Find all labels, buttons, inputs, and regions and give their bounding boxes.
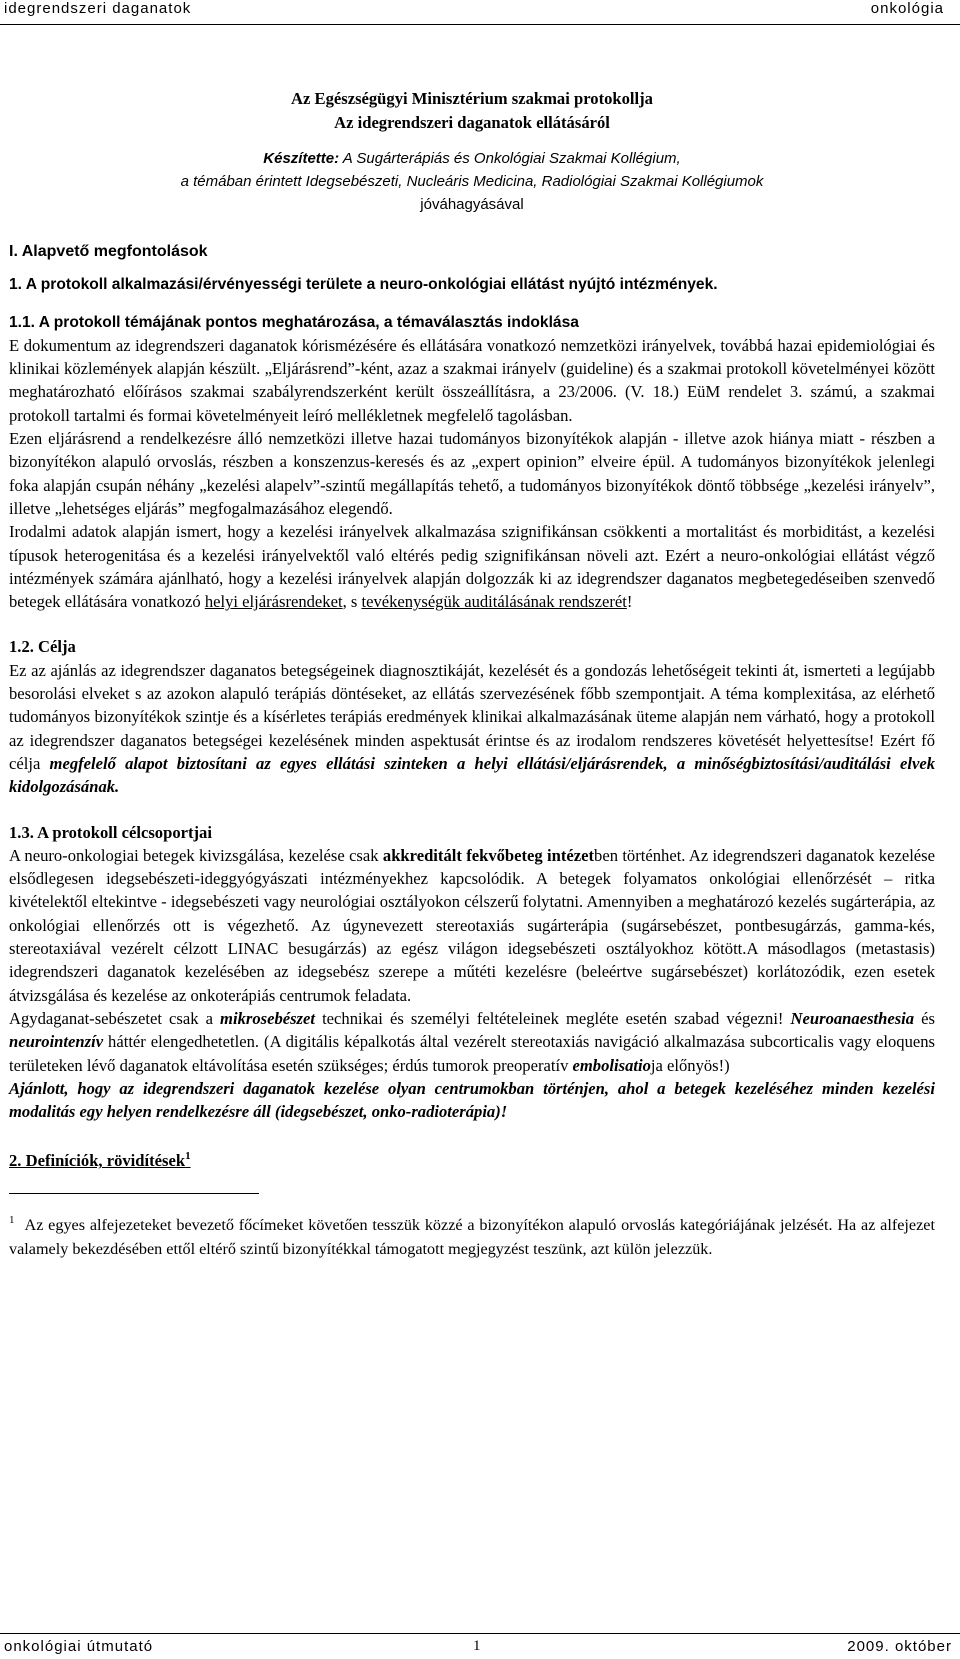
footnote-divider bbox=[9, 1193, 259, 1194]
authors-label: Készítette: bbox=[263, 150, 340, 167]
paragraph-1-1-a: E dokumentum az idegrendszeri daganatok kórismézésére és ellátására vonatkozó nemzetközi irányelvek, továbbá hazai epidemiológiai és klinikai közlemények alapján készült. „Eljárásrend”-ként, azaz a szakmai irányelv (guideline) és a szakmai protokoll követelményei között meghatározható előírásos szakmai szabályrendszerként került összeállításra, a 23/2006. (V. 18.) EüM rendelet 3. számú, a szakmai protokoll tartalmi és formai követelményeit leíró mellékletnek megfelelő tagolásban. bbox=[9, 335, 935, 425]
accredited-institute-bold: akkreditált fekvőbeteg intézet bbox=[382, 845, 595, 865]
authors-line-3: jóváhagyásával bbox=[420, 196, 524, 213]
paragraph-1-1-b: Ezen eljárásrend a rendelkezésre álló nemzetközi illetve hazai tudományos bizonyítékok alapján - illetve azok hiánya miatt - részben a bizonyítékon alapuló orvoslás, részben a konszenzus-keresés és az „expert opinion” elveire épül. A tudományos bizonyítékok jelenlegi foka alapján csupán néhány „kezelési alapelv”-szintű megállapítás tehető, a tudományos bizonyítékok döntő többsége „kezelési irányelv”, illetve „lehetséges eljárás” megfogalmazásához elegendő. bbox=[9, 429, 935, 518]
section-heading-2-text: 2. Definíciók, rövidítések bbox=[9, 1151, 186, 1171]
neuroanaesthesia-emphasis: Neuroanaesthesia bbox=[790, 1008, 915, 1028]
footnote-mark: 1 bbox=[9, 1213, 15, 1226]
footnote-text: Az egyes alfejezeteket bevezető főcímeket követően tesszük közzé a bizonyítékon alapuló orvoslás kategóriájának jelzését. Ha az alfejezet valamely bekezdésében ettől eltérő szintű bizonyítékkal támogatott megjegyzést teszünk, azt külön jelezzük. bbox=[9, 1215, 935, 1258]
paragraph-1-3-a-rest: ben történhet. Az idegrendszeri daganatok kezelése elsődlegesen idegsebészeti-ideggyógyászati intézményekhez kapcsolódik. A betegek folyamatos onkológiai ellenőrzését – ritka kivételektől eltekintve - idegsebészeti vagy neurológiai osztályokon célszerű folytatni. Amennyiben a meghatározó kezelés sugárterápia, az onkológiai ellenőrzés ott is végezhető. Az úgynevezett stereotaxiás sugárterápia (sugársebészet, pontbesugárzás, gamma-kés, stereotaxiával vezérelt célzott LINAC besugárzás) az egész világon idegsebészeti osztályokhoz kötött.A másodlagos (metastasis) idegrendszeri daganatok kezelésében az idegsebész szerepe a műtéti kezelésre (beleértve sugársebészet) korlátozódik, ezen esetek átvizsgálása és kezelése az onkoterápiás centrumok feladata. bbox=[9, 845, 935, 1005]
paragraph-1-3-a bbox=[9, 844, 935, 1007]
paragraph-1-3-b bbox=[9, 1007, 935, 1077]
paragraph-1-3-b-start: Agydaganat-sebészetet csak a bbox=[9, 1008, 221, 1028]
authors-line-2: a témában érintett Idegsebészeti, Nucleáris Medicina, Radiológiai Szakmai Kollégiumok bbox=[180, 173, 764, 190]
title-line-1: Az Egészségügyi Minisztérium szakmai protokollja bbox=[291, 89, 653, 108]
subsection-heading-1-1: 1.1. A protokoll témájának pontos meghatározása, a témaválasztás indoklása bbox=[9, 313, 579, 331]
footnote-1 bbox=[9, 1208, 935, 1261]
authors-block bbox=[9, 147, 935, 216]
footnote-reference[interactable]: 1 bbox=[185, 1150, 191, 1163]
underlined-audit-system: tevékenységük auditálásának rendszerét bbox=[361, 592, 627, 612]
footer-date: 2009. október bbox=[847, 1638, 952, 1655]
footer-left-text: onkológiai útmutató bbox=[4, 1638, 154, 1655]
paragraph-1-1-c-text: Irodalmi adatok alapján ismert, hogy a kezelési irányelvek alkalmazása szignifikánsan csökkenti a mortalitást és morbiditást, a kezelési típusok heterogenitása és a kezelési irányelvektől való eltérés pedig szignifikánsan növeli azt. Ezért a neuro-onkológiai ellátást végző intézmények számára ajánlható, hogy a kezelési irányelvek alapján dolgozzák ki az idegrendszer daganatos megbetegedéseiben szenvedő betegek ellátására vonatkozó bbox=[9, 522, 935, 612]
microsurgery-emphasis: mikrosebészet bbox=[220, 1008, 315, 1028]
subsection-heading-1-2: 1.2. Célja bbox=[9, 637, 76, 657]
paragraph-1-2-emphasis: megfelelő alapot biztosítani az egyes ellátási szinteken a helyi ellátási/eljárásrendek, a minőségbiztosítási/auditálási elvek kidolgozásának. bbox=[9, 753, 935, 797]
paragraph-1-3-a-start: A neuro-onkologiai betegek kivizsgálása, kezelése csak bbox=[9, 845, 383, 865]
neurointensive-emphasis: neurointenzív bbox=[9, 1032, 104, 1052]
authors-line-1 bbox=[9, 147, 935, 170]
paragraph-1-2 bbox=[9, 659, 935, 799]
paragraph-1-3-c: Ajánlott, hogy az idegrendszeri daganatok kezelése olyan centrumokban történjen, ahol a betegek kezeléséhez minden kezelési modalitás egy helyen rendelkezésre áll (idegsebészet, onko-radioterápia)! bbox=[9, 1078, 935, 1122]
paragraph-1-2-text: Ez az ajánlás az idegrendszer daganatos betegségeinek diagnosztikáját, kezelését és a gondozás lehetőségeit tekinti át, ismerteti a legújabb besorolási elveket s az azokon alapuló terápiás döntéseket, az ellátás szervezésének főbb szempontjait. A téma komplexitása, az elérhető tudományos bizonyítékok szintje és a kísérletes terápiás eredmények klinikai alkalmazásának üteme alapján nem várható, hogy a protokoll az idegrendszer daganatos betegségei kezelésének minden aspektusát érintse és az irodalom rendszeres követését helyettesítse! Ezért fő célja bbox=[9, 660, 935, 773]
page-footer bbox=[0, 1633, 960, 1659]
subsection-heading-1-3: 1.3. A protokoll célcsoportjai bbox=[9, 822, 212, 842]
paragraph-1-3-b-mid2: háttér elengedhetetlen. (A digitális képalkotás által vezérelt stereotaxiás navigáció alkalmazása subcorticalis vagy eloquens területeken lévő daganatok eltávolítása esetén szükséges; érdús tumorok preoperatív bbox=[9, 1032, 935, 1075]
page-number: 1 bbox=[473, 1638, 481, 1654]
paragraph-1-3-b-mid: technikai és személyi feltételeinek megléte esetén szabad végezni! bbox=[315, 1008, 791, 1028]
paragraph-1-1-c bbox=[9, 520, 935, 613]
section-heading-1: I. Alapvető megfontolások bbox=[9, 243, 208, 260]
underlined-local-procedures: helyi eljárásrendeket bbox=[204, 592, 343, 612]
section-heading-2 bbox=[9, 1145, 935, 1172]
paragraph-1-3-b-and: és bbox=[914, 1008, 935, 1028]
embolisation-emphasis: embolisatio bbox=[572, 1055, 651, 1075]
paragraph-1-1-c-end: ! bbox=[626, 592, 633, 612]
document-body bbox=[9, 87, 935, 1261]
authors-line-1-rest: A Sugárterápiás és Onkológiai Szakmai Kollégium, bbox=[339, 150, 681, 167]
paragraph-1-3-b-end: ja előnyös!) bbox=[650, 1055, 730, 1075]
document-title bbox=[9, 87, 935, 135]
page-header bbox=[0, 0, 960, 25]
paragraph-1-1-c-joiner: , s bbox=[342, 592, 362, 612]
section-1-point-1: 1. A protokoll alkalmazási/érvényességi területe a neuro-onkológiai ellátást nyújtó intézmények. bbox=[9, 276, 718, 294]
header-right-text: onkológia bbox=[870, 0, 944, 17]
header-left-text: idegrendszeri daganatok bbox=[4, 0, 192, 17]
title-line-2: Az idegrendszeri daganatok ellátásáról bbox=[334, 113, 610, 132]
